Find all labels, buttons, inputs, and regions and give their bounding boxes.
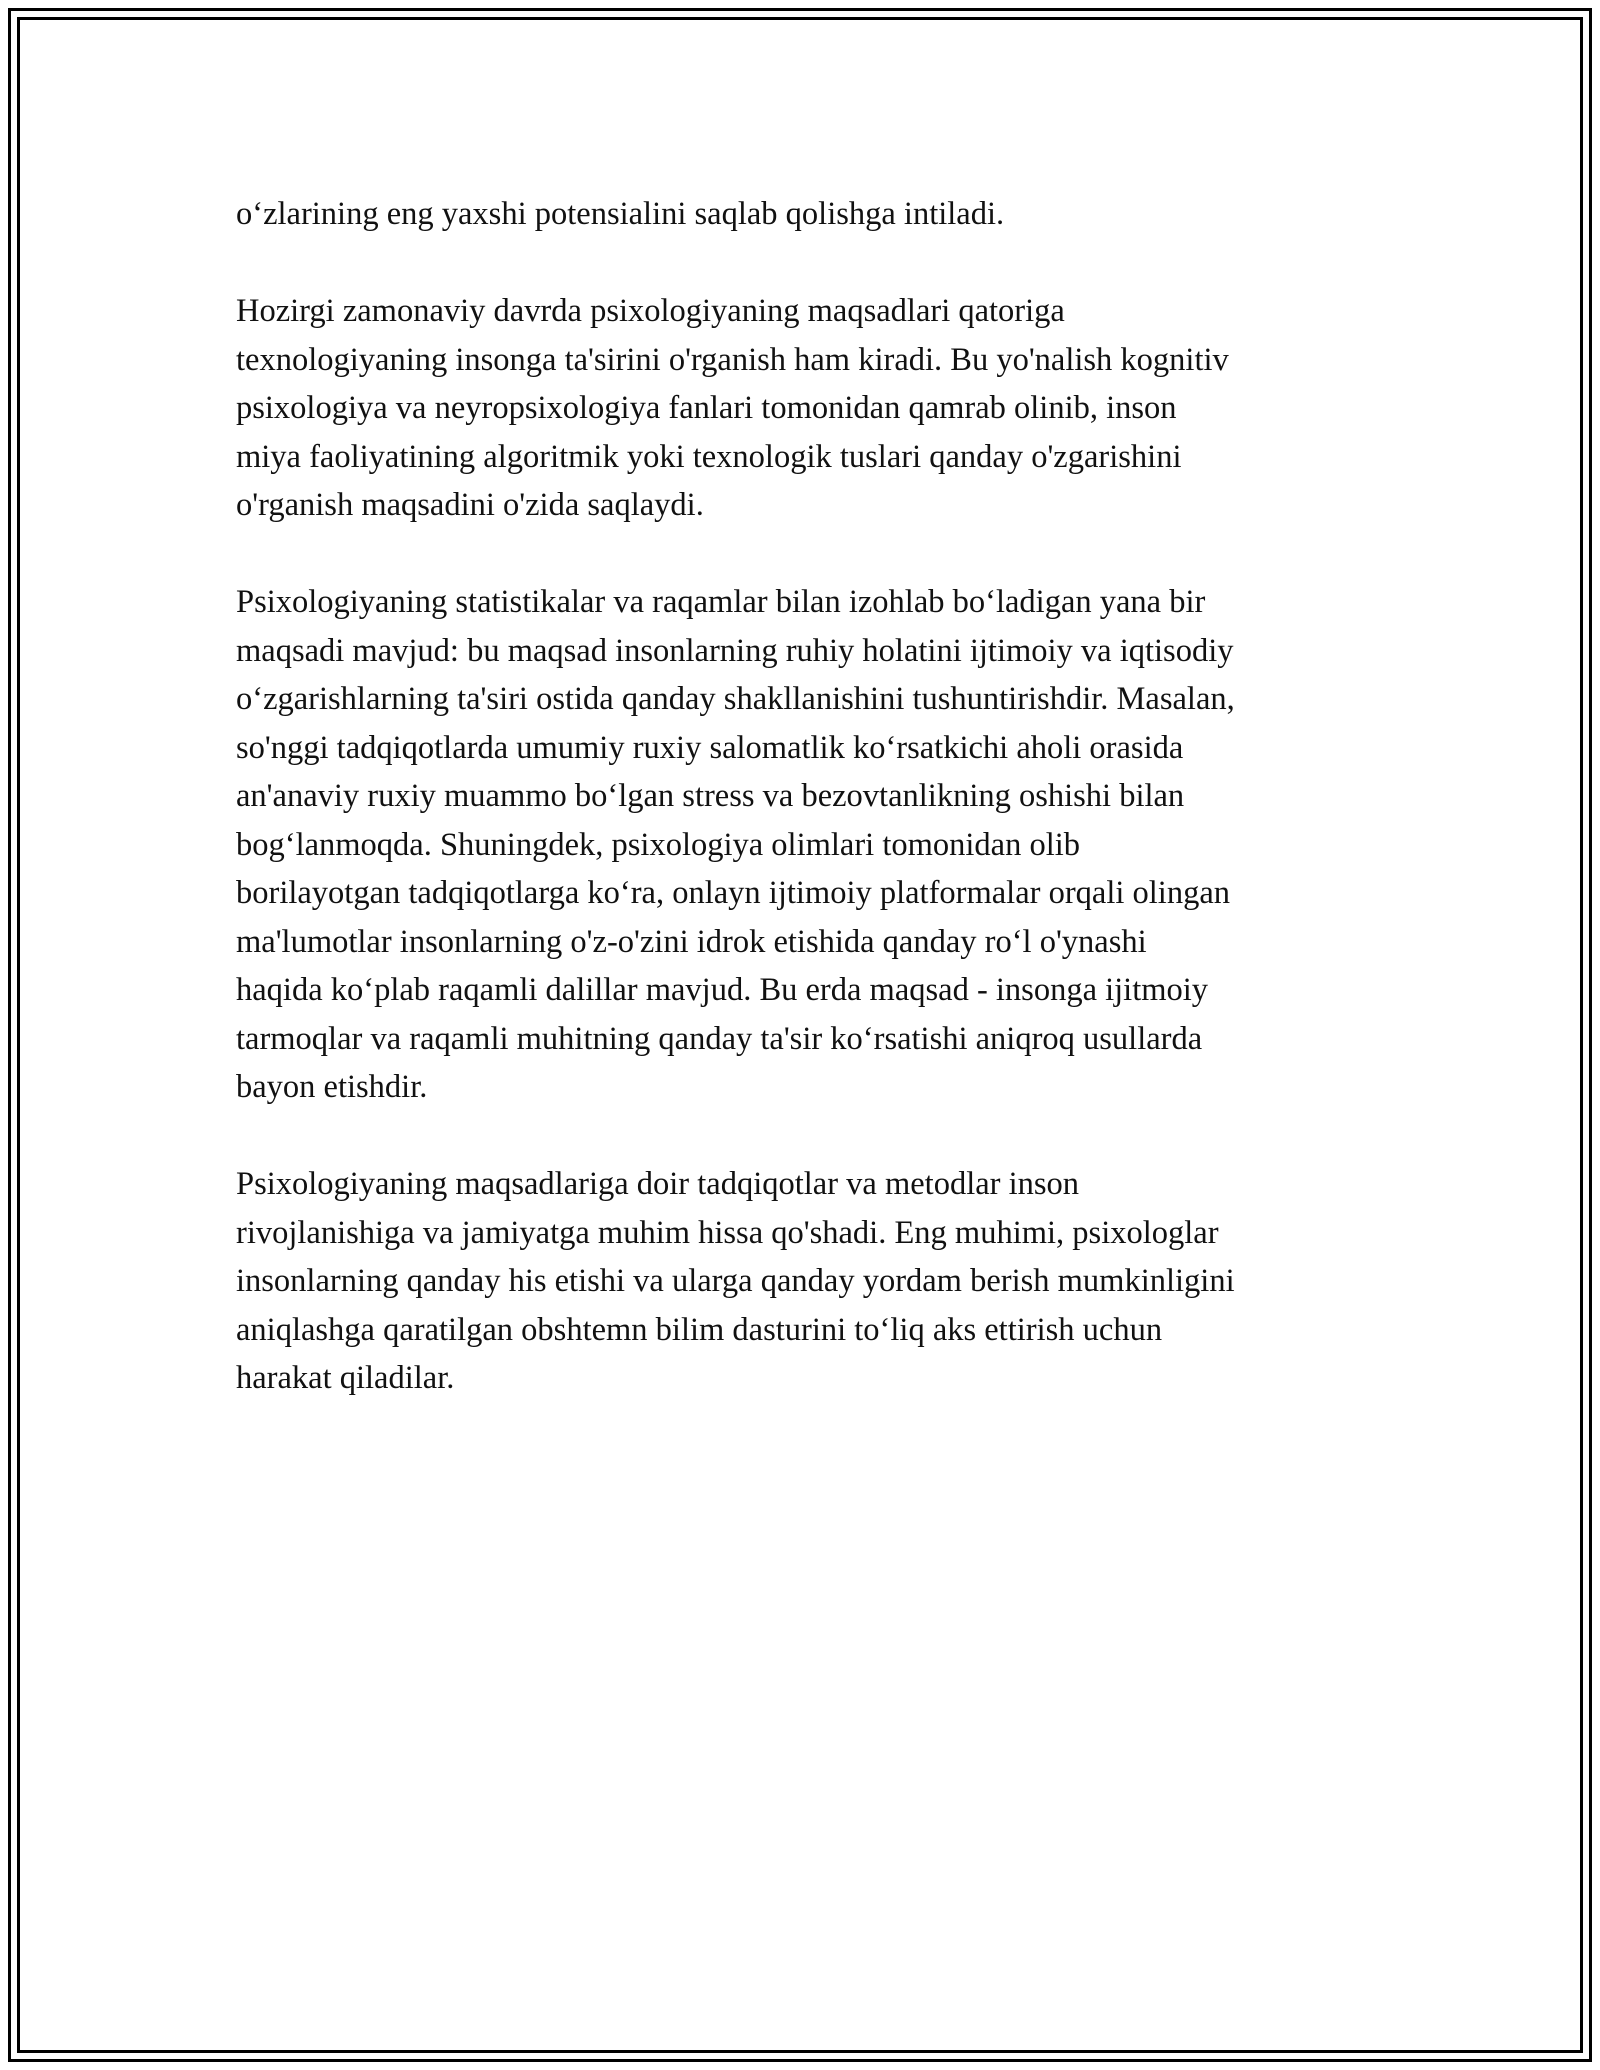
paragraph-1: o‘zlarining eng yaxshi potensialini saqlab qolishga intiladi. (236, 196, 1005, 232)
paragraph-3: Psixologiyaning statistikalar va raqamlar bilan izohlab bo‘ladigan yana bir maqsadi mavjud: bu maqsad insonlarning ruhiy holatini ijtimoiy va iqtisodiy o‘zgarishlarning ta'siri ostida qanday shakllanishini tushuntirishdir. Masalan, so'nggi tadqiqotlarda umumiy ruxiy salomatlik ko‘rsatkichi aholi orasida an'anaviy ruxiy muammo bo‘lgan stress va bezovtanlikning oshishi bilan bog‘lanmoqda. Shuningdek, psixologiya olimlari tomonidan olib borilayotgan tadqiqotlarga ko‘ra, onlayn ijtimoiy platformalar orqali olingan ma'lumotlar insonlarning o'z-o'zini idrok etishida qanday ro‘l o'ynashi haqida ko‘plab raqamli dalillar mavjud. Bu erda maqsad - insonga ijitmoiy tarmoqlar va raqamli muhitning qanday ta'sir ko‘rsatishi aniqroq usullarda bayon etishdir. (236, 584, 1235, 1105)
document-body (236, 190, 1376, 1451)
paragraph-4: Psixologiyaning maqsadlariga doir tadqiqotlar va metodlar inson rivojlanishiga va jamiyatga muhim hissa qo'shadi. Eng muhimi, psixologlar insonlarning qanday his etishi va ularga qanday yordam berish mumkinligini aniqlashga qaratilgan obshtemn bilim dasturini to‘liq aks ettirish uchun harakat qiladilar. (236, 1166, 1235, 1396)
paragraph-2: Hozirgi zamonaviy davrda psixologiyaning maqsadlari qatoriga texnologiyaning insonga ta'sirini o'rganish ham kiradi. Bu yo'nalish kognitiv psixologiya va neyropsixologiya fanlari tomonidan qamrab olinib, inson miya faoliyatining algoritmik yoki texnologik tuslari qanday o'zgarishini o'rganish maqsadini o'zida saqlaydi. (236, 293, 1229, 523)
